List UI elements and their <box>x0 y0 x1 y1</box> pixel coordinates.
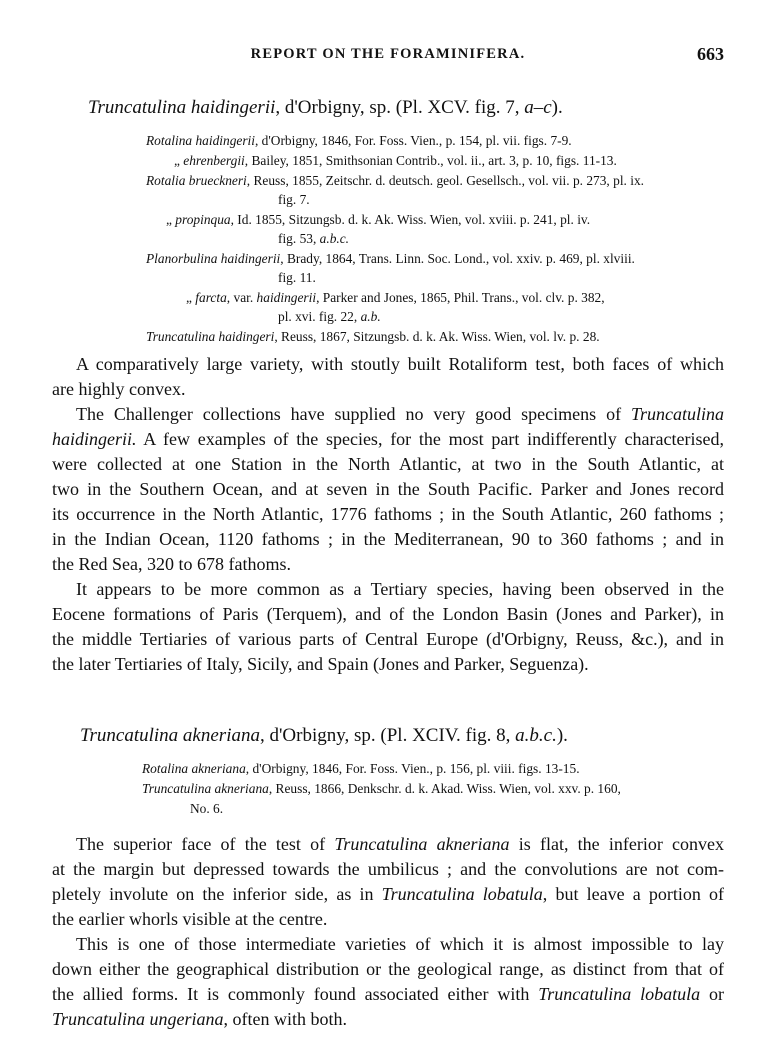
paragraph-line <box>76 352 724 377</box>
text-run: two in the Southern Ocean, and at seven in the South Pacific. Parker and Jones record <box>52 479 724 499</box>
text-run: , Parker and Jones, 1865, Phil. Trans., vol. clv. p. 382, <box>316 290 605 305</box>
synonymy-entry <box>146 328 600 346</box>
synonymy-entry <box>146 132 572 150</box>
italic-run: Truncatulina akneriana <box>334 834 510 854</box>
text-run: , Reuss, 1866, Denkschr. d. k. Akad. Wiss. Wien, vol. xxv. p. 160, <box>268 781 621 796</box>
italic-run: Rotalina akneriana <box>142 761 246 776</box>
italic-run: Truncatulina haidingeri <box>146 329 275 344</box>
text-run: or <box>700 984 724 1004</box>
species-heading-akneriana <box>80 724 568 748</box>
text-run: the earlier whorls visible at the centre. <box>52 909 328 929</box>
species-heading-haidingerii <box>88 96 563 120</box>
paragraph-line <box>76 932 724 957</box>
paragraph-line <box>52 652 724 677</box>
synonymy-entry-continued <box>278 230 349 248</box>
italic-run: Truncatulina ungeriana <box>52 1009 224 1029</box>
text-run: , Reuss, 1855, Zeitschr. d. deutsch. geol. Gesellsch., vol. vii. p. 273, pl. ix. <box>246 173 644 188</box>
text-run: The Challenger collections have supplied no very good specimens of <box>76 404 631 424</box>
paragraph-line <box>52 882 724 907</box>
heading-figures: a.b.c. <box>515 725 557 746</box>
heading-figures: a–c <box>524 97 552 118</box>
paragraph-line <box>52 377 724 402</box>
paragraph-line <box>52 1007 724 1032</box>
italic-run: propinqua <box>175 212 231 227</box>
text-run: A comparatively large variety, with stoutly built Rotaliform test, both faces of which <box>76 354 724 374</box>
italic-run: ehrenbergii <box>183 153 245 168</box>
text-run: the middle Tertiaries of various parts of Central Europe (d'Orbigny, Reuss, &c.), and in <box>52 629 724 649</box>
paragraph-line <box>52 957 724 982</box>
text-run: , but leave a portion of <box>542 884 724 904</box>
text-run: the Red Sea, 320 to 678 fathoms. <box>52 554 291 574</box>
paragraph-line <box>52 982 724 1007</box>
heading-reference: , d'Orbigny, sp. (Pl. XCIV. fig. 8, <box>259 725 516 746</box>
synonymy-entry <box>142 780 621 798</box>
text-run: Eocene formations of Paris (Terquem), and of the London Basin (Jones and Parker), in <box>52 604 724 624</box>
text-run: „ <box>174 153 184 168</box>
running-title: REPORT ON THE FORAMINIFERA. <box>250 46 526 62</box>
italic-run: a.b. <box>360 309 381 324</box>
text-run: , Id. 1855, Sitzungsb. d. k. Ak. Wiss. Wien, vol. xviii. p. 241, pl. iv. <box>230 212 591 227</box>
paragraph-line <box>52 857 724 882</box>
text-run: were collected at one Station in the North Atlantic, at two in the South Atlantic, at <box>52 454 724 474</box>
italic-run: Truncatulina lobatula <box>538 984 701 1004</box>
text-run: „ <box>186 290 196 305</box>
text-run: pletely involute on the inferior side, as in <box>52 884 382 904</box>
page-number: 663 <box>697 44 724 64</box>
text-run: , d'Orbigny, 1846, For. Foss. Vien., p. 156, pl. viii. figs. 13-15. <box>245 761 580 776</box>
text-run: , often with both. <box>223 1009 348 1029</box>
text-run: the later Tertiaries of Italy, Sicily, and Spain (Jones and Parker, Seguenza). <box>52 654 589 674</box>
paragraph-line <box>52 452 724 477</box>
text-run: The superior face of the test of <box>76 834 335 854</box>
paragraph-line <box>52 477 724 502</box>
heading-close: ). <box>551 97 563 118</box>
text-run: its occurrence in the North Atlantic, 1776 fathoms ; in the South Atlantic, 260 fathoms ; <box>52 504 724 524</box>
synonymy-entry-continued <box>190 800 223 818</box>
synonymy-entry <box>146 250 635 268</box>
paragraph-line <box>52 552 724 577</box>
running-head <box>0 44 776 68</box>
paragraph-line <box>76 832 724 857</box>
text-run: , var. <box>226 290 257 305</box>
paragraph-line <box>76 577 724 602</box>
paragraph-line <box>52 527 724 552</box>
text-run: the allied forms. It is commonly found associated either with <box>52 984 539 1004</box>
text-run: are highly convex. <box>52 379 186 399</box>
text-run: pl. xvi. fig. 22, <box>278 309 361 324</box>
synonymy-entry <box>186 289 605 307</box>
italic-run: Rotalia brueckneri <box>146 173 247 188</box>
text-run: , Brady, 1864, Trans. Linn. Soc. Lond., vol. xxiv. p. 469, pl. xlviii. <box>280 251 635 266</box>
heading-close: ). <box>556 725 568 746</box>
text-run: fig. 53, <box>278 231 320 246</box>
text-run: , Bailey, 1851, Smithsonian Contrib., vol. ii., art. 3, p. 10, figs. 11-13. <box>244 153 617 168</box>
synonymy-entry <box>142 760 580 778</box>
italic-run: haidingerii <box>256 290 317 305</box>
text-run: „ <box>166 212 176 227</box>
synonymy-entry <box>146 172 644 190</box>
italic-run: farcta <box>195 290 227 305</box>
text-run: at the margin but depressed towards the umbilicus ; and the convolutions are not com- <box>52 859 724 879</box>
synonymy-entry-continued <box>278 191 310 209</box>
paragraph-line <box>52 907 724 932</box>
paragraph-line <box>52 627 724 652</box>
paragraph-line <box>52 502 724 527</box>
synonymy-entry <box>166 211 590 229</box>
italic-run: Truncatulina lobatula <box>381 884 543 904</box>
italic-run: a.b.c. <box>319 231 350 246</box>
text-run: in the Indian Ocean, 1120 fathoms ; in the Mediterranean, 90 to 360 fathoms ; and in <box>52 529 724 549</box>
paragraph-line <box>52 602 724 627</box>
text-run: , Reuss, 1867, Sitzungsb. d. k. Ak. Wiss. Wien, vol. lv. p. 28. <box>274 329 600 344</box>
text-run: is flat, the inferior convex <box>509 834 725 854</box>
paragraph-line <box>76 402 724 427</box>
text-run: fig. 7. <box>278 192 310 207</box>
text-run: No. 6. <box>190 801 224 816</box>
text-run: It appears to be more common as a Tertiary species, having been observed in the <box>76 579 724 599</box>
text-run: down either the geographical distribution or the geological range, as distinct from that of <box>52 959 724 979</box>
italic-run: Truncatulina akneriana <box>142 781 269 796</box>
synonymy-entry <box>174 152 617 170</box>
text-run: , d'Orbigny, 1846, For. Foss. Vien., p. 154, pl. vii. figs. 7-9. <box>254 133 572 148</box>
synonymy-entry-continued <box>278 269 316 287</box>
heading-taxon: Truncatulina haidingerii <box>88 97 276 118</box>
italic-run: Planorbulina haidingerii <box>146 251 281 266</box>
heading-reference: , d'Orbigny, sp. (Pl. XCV. fig. 7, <box>275 97 525 118</box>
italic-run: Rotalina haidingerii <box>146 133 255 148</box>
italic-run: haidingerii. <box>52 429 137 449</box>
synonymy-entry-continued <box>278 308 381 326</box>
text-run: This is one of those intermediate varieties of which it is almost impossible to lay <box>76 934 724 954</box>
paragraph-line <box>52 427 724 452</box>
text-run: fig. 11. <box>278 270 316 285</box>
heading-taxon: Truncatulina akneriana <box>80 725 260 746</box>
text-run: A few examples of the species, for the most part indifferently characterised, <box>136 429 724 449</box>
italic-run: Truncatulina <box>630 404 724 424</box>
